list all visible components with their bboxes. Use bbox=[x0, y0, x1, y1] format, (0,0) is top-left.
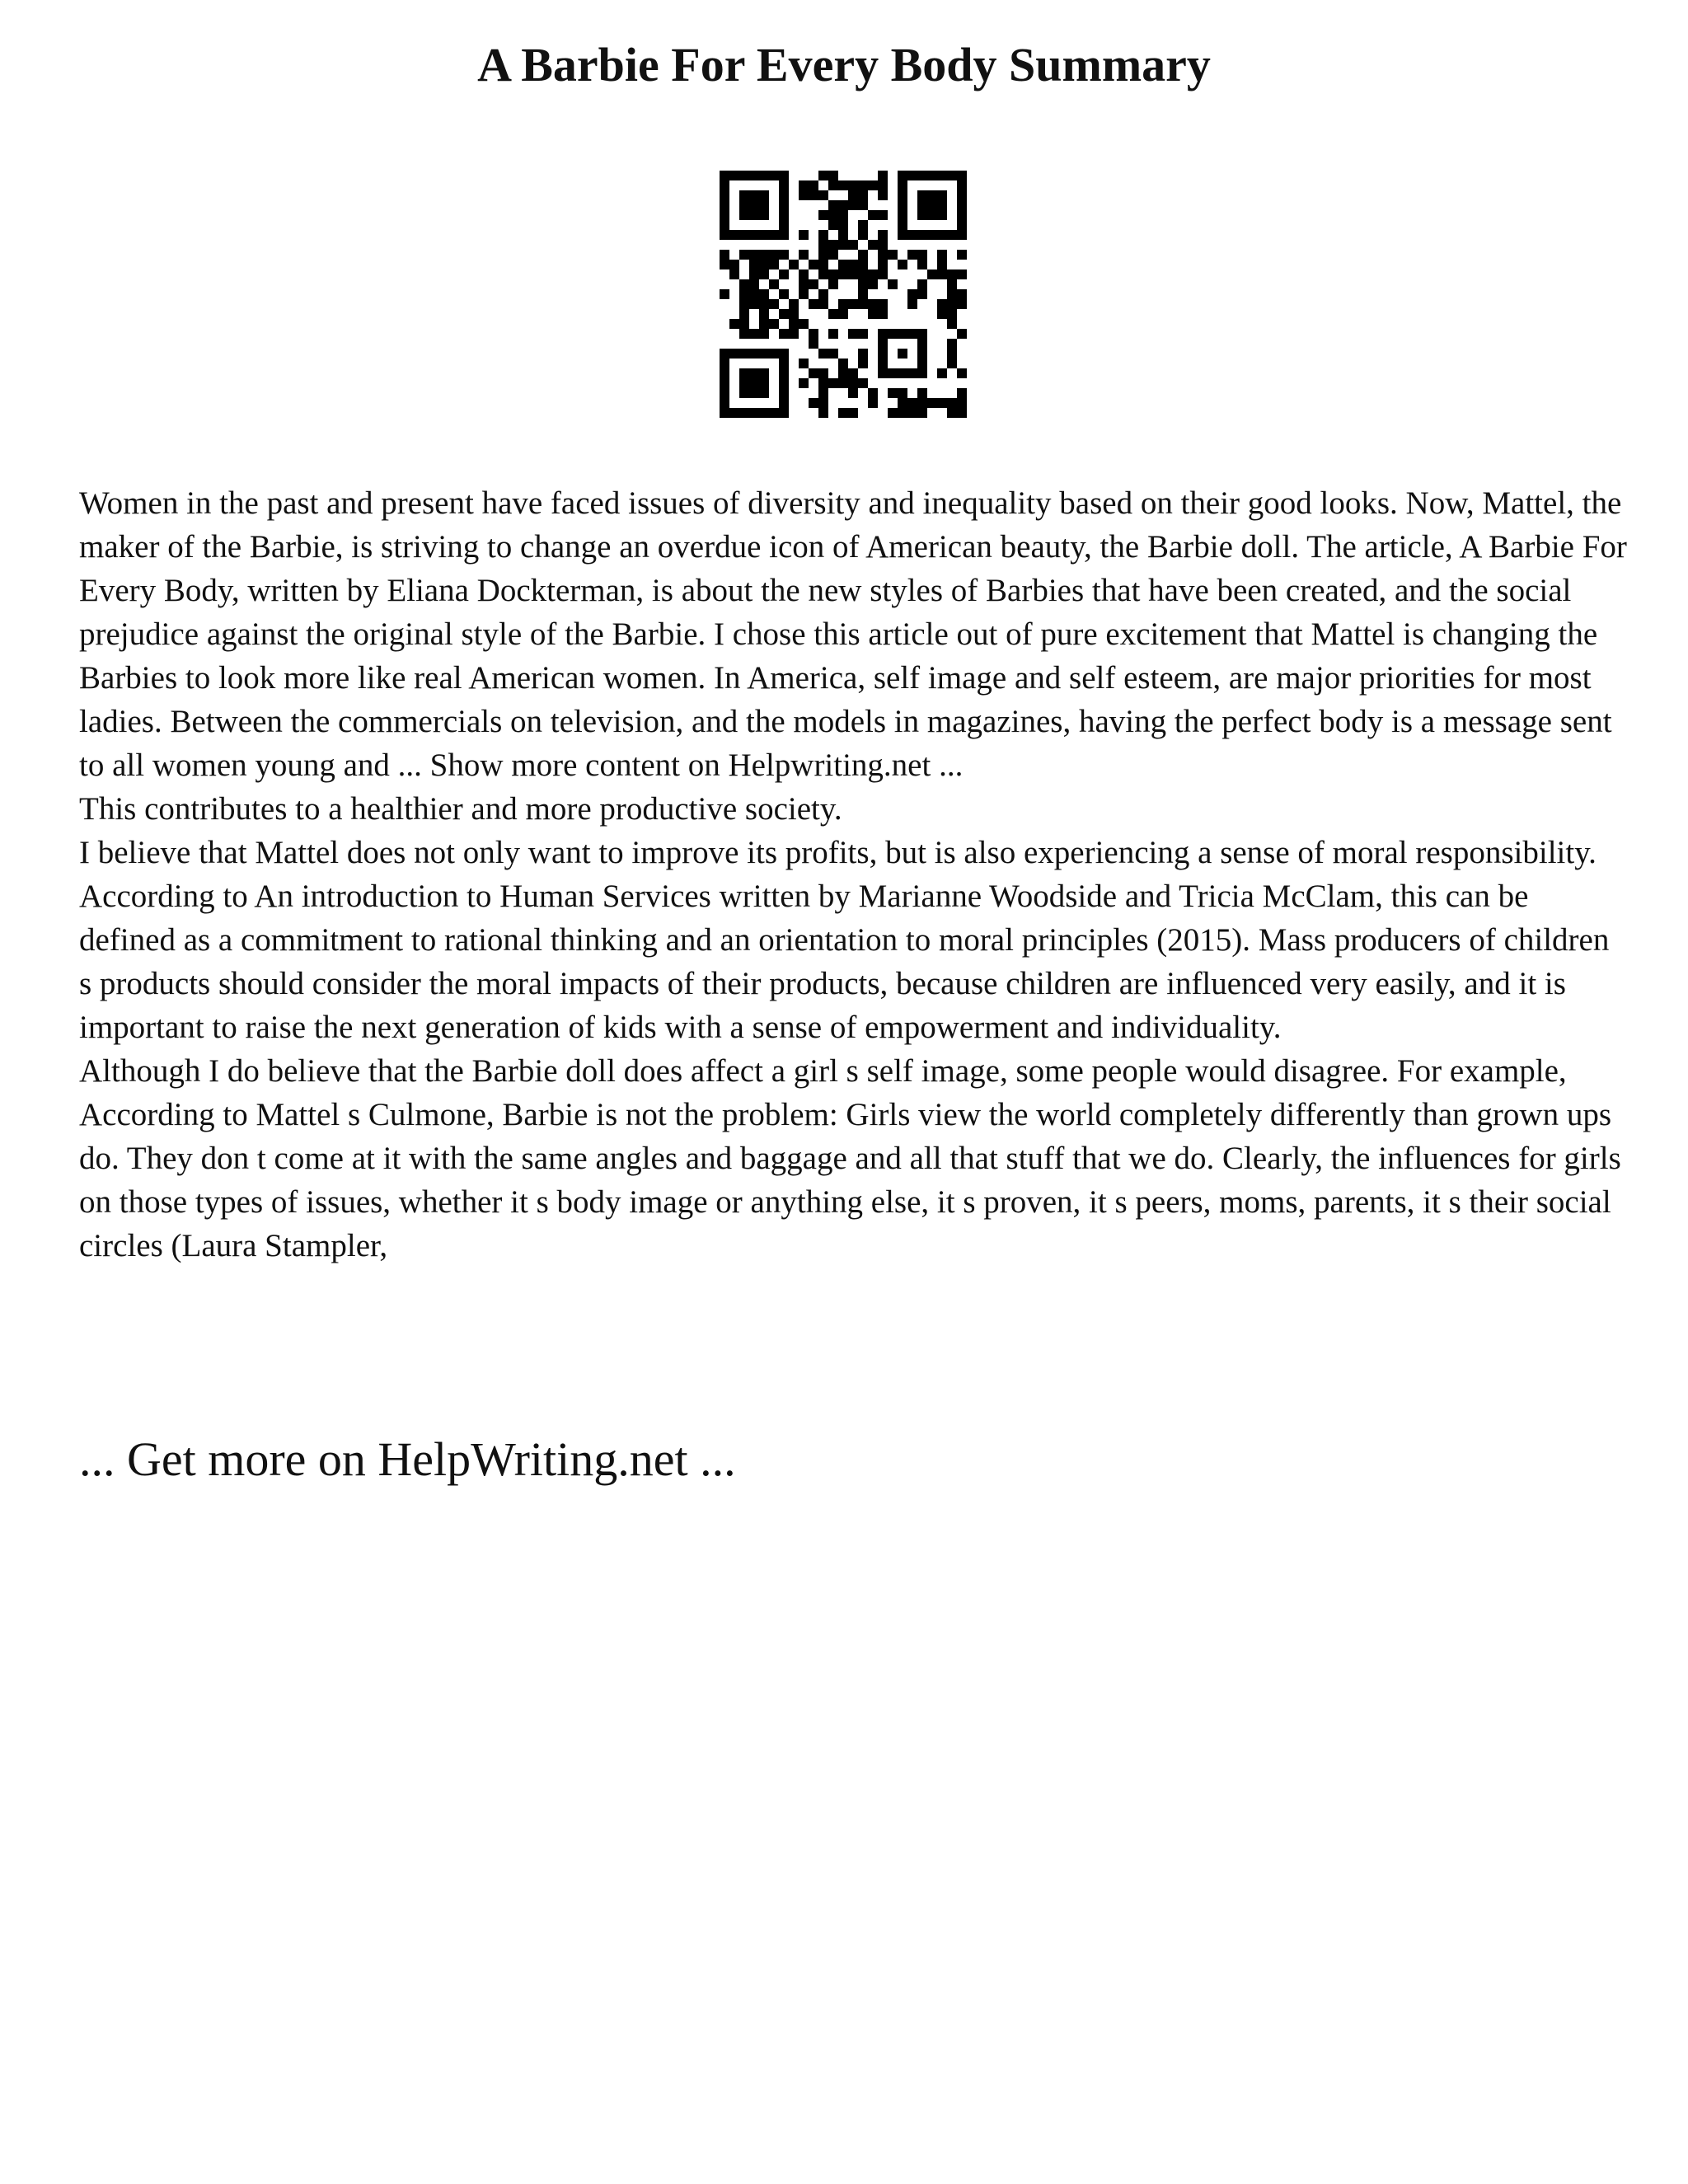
qr-module bbox=[828, 349, 838, 359]
qr-module bbox=[818, 250, 828, 260]
qr-code-icon bbox=[720, 171, 967, 418]
qr-module bbox=[858, 250, 868, 260]
qr-module bbox=[858, 190, 868, 200]
qr-module bbox=[917, 289, 927, 299]
qr-module bbox=[868, 269, 878, 279]
qr-module bbox=[779, 250, 789, 260]
qr-module bbox=[957, 398, 967, 408]
qr-module bbox=[947, 349, 957, 359]
qr-module bbox=[749, 289, 759, 299]
qr-module bbox=[937, 299, 947, 309]
qr-module bbox=[828, 329, 838, 339]
qr-module bbox=[759, 269, 769, 279]
qr-module bbox=[888, 408, 898, 418]
qr-module bbox=[739, 289, 749, 299]
qr-module bbox=[848, 388, 858, 398]
qr-module bbox=[818, 190, 828, 200]
qr-module bbox=[937, 269, 947, 279]
qr-module bbox=[858, 269, 868, 279]
qr-module bbox=[779, 309, 789, 319]
qr-module bbox=[957, 329, 967, 339]
qr-module bbox=[957, 289, 967, 299]
page-title: A Barbie For Every Body Summary bbox=[477, 38, 1211, 91]
qr-module bbox=[729, 260, 739, 269]
qr-module bbox=[858, 289, 868, 299]
qr-code-graphic bbox=[720, 171, 967, 418]
qr-module bbox=[917, 260, 927, 269]
paragraph-intro: Women in the past and present have faced issues of diversity and inequality based on their good looks. Now, Mattel, the maker of the Barbie, is striving to change an overdue icon of American beauty, the Barbie doll. The article, A Barbie For Every Body, written by Eliana Dockterman, is about the new styles of Barbies that have been created, and the social prejudice against the original style of the Barbie. I chose this article out of pure excitement that Mattel is changing the Barbies to look more like real American women. In America, self image and self esteem, are major priorities for most ladies. Between the commercials on television, and the models in magazines, having the perfect body is a message sent to all women young and ... Show more content on Helpwriting.net ... bbox=[79, 485, 1627, 783]
qr-module bbox=[858, 180, 868, 190]
qr-module bbox=[838, 180, 848, 190]
qr-module bbox=[848, 329, 858, 339]
qr-module bbox=[878, 260, 888, 269]
qr-module bbox=[937, 309, 947, 319]
qr-module bbox=[779, 289, 789, 299]
qr-module bbox=[957, 250, 967, 260]
qr-module bbox=[947, 398, 957, 408]
qr-module bbox=[799, 190, 809, 200]
qr-module bbox=[848, 190, 858, 200]
qr-module bbox=[739, 250, 749, 260]
qr-module bbox=[739, 279, 749, 289]
qr-module bbox=[818, 408, 828, 418]
qr-module bbox=[818, 368, 828, 378]
qr-module bbox=[888, 250, 898, 260]
qr-module bbox=[818, 269, 828, 279]
qr-module bbox=[759, 309, 769, 319]
qr-module bbox=[878, 240, 888, 250]
qr-module bbox=[828, 250, 838, 260]
qr-module bbox=[858, 299, 868, 309]
qr-module bbox=[779, 269, 789, 279]
qr-module bbox=[759, 289, 769, 299]
qr-module bbox=[848, 260, 858, 269]
paragraph-culmone-quote: According to Mattel s Culmone, Barbie is not the problem: Girls view the world completely differently than grown ups do. They don t come at it with the same angles and baggage and all that stuff that we do. Clearly, the influences for girls on those types of issues, whether it s body image or anything else, it s proven, it s peers, moms, parents, it s their social circles (Laura Stampler, bbox=[79, 1097, 1621, 1263]
qr-module bbox=[898, 398, 907, 408]
paragraph-society: This contributes to a healthier and more productive society. bbox=[79, 791, 842, 827]
qr-module bbox=[868, 240, 878, 250]
qr-module bbox=[947, 309, 957, 319]
qr-module bbox=[868, 210, 878, 220]
qr-module bbox=[858, 230, 868, 240]
qr-module bbox=[759, 250, 769, 260]
qr-module bbox=[947, 289, 957, 299]
qr-module bbox=[720, 260, 729, 269]
qr-module bbox=[759, 299, 769, 309]
qr-module bbox=[759, 319, 769, 329]
qr-module bbox=[838, 309, 848, 319]
qr-module bbox=[720, 289, 729, 299]
qr-module bbox=[888, 388, 898, 398]
qr-module bbox=[878, 190, 888, 200]
qr-module bbox=[957, 388, 967, 398]
qr-module bbox=[937, 368, 947, 378]
qr-module bbox=[828, 240, 838, 250]
qr-module bbox=[937, 398, 947, 408]
qr-module bbox=[947, 279, 957, 289]
qr-module bbox=[789, 260, 799, 269]
qr-module bbox=[739, 299, 749, 309]
qr-module bbox=[858, 200, 868, 210]
qr-module bbox=[809, 279, 818, 289]
qr-module bbox=[789, 309, 799, 319]
qr-module bbox=[759, 329, 769, 339]
qr-module bbox=[868, 309, 878, 319]
qr-module bbox=[729, 319, 739, 329]
qr-module bbox=[769, 299, 779, 309]
qr-module bbox=[720, 250, 729, 260]
qr-module bbox=[799, 269, 809, 279]
qr-module bbox=[799, 319, 809, 329]
qr-module bbox=[799, 289, 809, 299]
qr-module bbox=[828, 279, 838, 289]
qr-module bbox=[957, 299, 967, 309]
qr-module bbox=[838, 359, 848, 368]
qr-module bbox=[789, 329, 799, 339]
qr-module bbox=[848, 299, 858, 309]
qr-module bbox=[878, 309, 888, 319]
qr-module bbox=[799, 250, 809, 260]
qr-module bbox=[818, 240, 828, 250]
qr-module bbox=[838, 220, 848, 230]
qr-module bbox=[799, 279, 809, 289]
qr-module bbox=[838, 260, 848, 269]
qr-module bbox=[749, 260, 759, 269]
qr-module bbox=[917, 408, 927, 418]
qr-module bbox=[848, 180, 858, 190]
qr-module bbox=[917, 388, 927, 398]
qr-module bbox=[858, 279, 868, 289]
qr-module bbox=[848, 240, 858, 250]
qr-module bbox=[818, 230, 828, 240]
qr-module bbox=[957, 269, 967, 279]
qr-module bbox=[917, 250, 927, 260]
qr-module bbox=[769, 319, 779, 329]
qr-module bbox=[927, 269, 937, 279]
qr-module bbox=[868, 398, 878, 408]
qr-module bbox=[878, 250, 888, 260]
qr-module bbox=[907, 299, 917, 309]
qr-module bbox=[818, 289, 828, 299]
qr-module bbox=[749, 250, 759, 260]
qr-module bbox=[769, 250, 779, 260]
qr-module bbox=[868, 299, 878, 309]
qr-module bbox=[858, 260, 868, 269]
qr-module bbox=[799, 230, 809, 240]
qr-module bbox=[729, 269, 739, 279]
qr-module bbox=[769, 279, 779, 289]
qr-module bbox=[818, 398, 828, 408]
qr-module bbox=[769, 260, 779, 269]
qr-module bbox=[848, 368, 858, 378]
qr-module bbox=[868, 388, 878, 398]
qr-module bbox=[838, 378, 848, 388]
qr-module bbox=[828, 220, 838, 230]
qr-module bbox=[947, 319, 957, 329]
qr-module bbox=[838, 368, 848, 378]
qr-module bbox=[809, 339, 818, 349]
paragraph-disagreement: Although I do believe that the Barbie doll does affect a girl s self image, some people would disagree. For example, bbox=[79, 1053, 1567, 1089]
qr-module bbox=[838, 230, 848, 240]
qr-module bbox=[858, 349, 868, 359]
article-body bbox=[79, 481, 1629, 1268]
qr-module bbox=[799, 378, 809, 388]
qr-module bbox=[947, 299, 957, 309]
qr-module bbox=[878, 230, 888, 240]
qr-module bbox=[838, 299, 848, 309]
qr-module bbox=[828, 378, 838, 388]
qr-module bbox=[907, 289, 917, 299]
qr-module bbox=[858, 220, 868, 230]
qr-module bbox=[907, 408, 917, 418]
qr-module bbox=[917, 279, 927, 289]
qr-module bbox=[749, 279, 759, 289]
qr-module bbox=[749, 269, 759, 279]
qr-module bbox=[868, 180, 878, 190]
qr-module bbox=[818, 388, 828, 398]
qr-module bbox=[838, 200, 848, 210]
qr-module bbox=[818, 299, 828, 309]
qr-module bbox=[878, 269, 888, 279]
qr-module bbox=[947, 408, 957, 418]
qr-module bbox=[818, 260, 828, 269]
qr-module bbox=[898, 260, 907, 269]
qr-module bbox=[927, 398, 937, 408]
qr-module bbox=[937, 250, 947, 260]
qr-module bbox=[818, 378, 828, 388]
qr-module bbox=[749, 329, 759, 339]
qr-module bbox=[789, 299, 799, 309]
qr-module bbox=[878, 180, 888, 190]
qr-module bbox=[848, 408, 858, 418]
qr-module bbox=[917, 398, 927, 408]
qr-module bbox=[947, 269, 957, 279]
qr-module bbox=[848, 378, 858, 388]
qr-module bbox=[898, 388, 907, 398]
qr-module bbox=[848, 269, 858, 279]
qr-module bbox=[809, 190, 818, 200]
qr-module bbox=[809, 398, 818, 408]
qr-module bbox=[809, 299, 818, 309]
qr-module bbox=[947, 359, 957, 368]
qr-module bbox=[838, 210, 848, 220]
qr-module bbox=[838, 408, 848, 418]
qr-module bbox=[888, 279, 898, 289]
get-more-link[interactable]: ... Get more on HelpWriting.net ... bbox=[79, 1432, 736, 1486]
qr-module bbox=[878, 171, 888, 180]
qr-module bbox=[868, 279, 878, 289]
qr-module bbox=[818, 349, 828, 359]
qr-module bbox=[907, 398, 917, 408]
qr-module bbox=[907, 250, 917, 260]
qr-module bbox=[957, 368, 967, 378]
qr-module bbox=[838, 269, 848, 279]
qr-module bbox=[937, 260, 947, 269]
qr-module bbox=[779, 329, 789, 339]
qr-module bbox=[898, 408, 907, 418]
qr-module bbox=[749, 299, 759, 309]
qr-module bbox=[799, 180, 809, 190]
qr-module bbox=[828, 180, 838, 190]
qr-module bbox=[848, 200, 858, 210]
qr-module bbox=[947, 339, 957, 349]
qr-module bbox=[739, 329, 749, 339]
qr-module bbox=[809, 260, 818, 269]
qr-module bbox=[818, 171, 828, 180]
qr-module bbox=[789, 319, 799, 329]
qr-module bbox=[818, 210, 828, 220]
qr-module bbox=[799, 359, 809, 368]
qr-module bbox=[957, 408, 967, 418]
qr-module bbox=[809, 368, 818, 378]
qr-module bbox=[838, 240, 848, 250]
qr-module bbox=[759, 260, 769, 269]
qr-module bbox=[739, 319, 749, 329]
qr-module bbox=[828, 210, 838, 220]
qr-module bbox=[878, 299, 888, 309]
qr-module bbox=[858, 359, 868, 368]
qr-module bbox=[828, 309, 838, 319]
qr-module bbox=[858, 378, 868, 388]
qr-module bbox=[828, 171, 838, 180]
qr-module bbox=[809, 329, 818, 339]
paragraph-moral-responsibility: I believe that Mattel does not only want to improve its profits, but is also experiencing a sense of moral responsibility. According to An introduction to Human Services written by Marianne Woodside and Tricia McClam, this can be defined as a commitment to rational thinking and an orientation to moral principles (2015). Mass producers of children s products should consider the moral impacts of their products, because children are influenced very easily, and it is important to raise the next generation of kids with a sense of empowerment and individuality. bbox=[79, 835, 1610, 1045]
qr-module bbox=[828, 269, 838, 279]
qr-module bbox=[858, 329, 868, 339]
qr-module bbox=[878, 210, 888, 220]
qr-module bbox=[739, 309, 749, 319]
qr-module bbox=[828, 200, 838, 210]
qr-module bbox=[809, 180, 818, 190]
